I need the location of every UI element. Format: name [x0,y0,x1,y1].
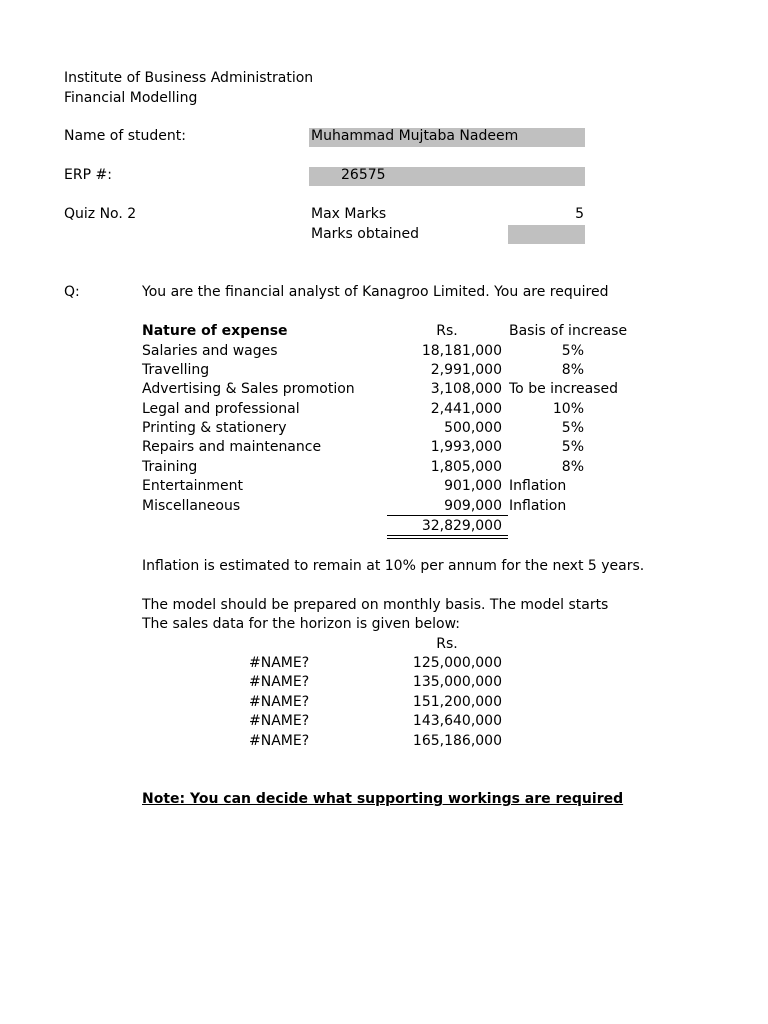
expense-amount: 2,441,000 [430,401,502,417]
name-label: Name of student: [64,128,186,144]
nature-header: Nature of expense [142,323,288,339]
question-text: You are the financial analyst of Kanagroo Limited. You are required [142,284,609,300]
expense-basis: 10% [552,401,584,417]
expense-amount: 3,108,000 [430,381,502,397]
expense-basis: 8% [561,362,584,378]
expense-total: 32,829,000 [421,518,502,534]
sales-label: #NAME? [249,694,310,710]
total-double-border-1 [387,535,508,536]
erp-value: 26575 [341,167,386,183]
sales-amount: 135,000,000 [412,674,502,690]
expense-name: Repairs and maintenance [142,439,322,455]
expense-basis: 5% [561,439,584,455]
expense-name: Miscellaneous [142,498,241,514]
expense-basis: 8% [561,459,584,475]
rs-header: Rs. [436,323,458,339]
marks-obtained-label: Marks obtained [311,226,420,242]
sales-amount: 165,186,000 [412,733,502,749]
expense-basis: 5% [561,343,584,359]
expense-basis: Inflation [509,478,567,494]
expense-amount: 2,991,000 [430,362,502,378]
erp-label: ERP #: [64,167,112,183]
sales-rs-header: Rs. [436,636,458,652]
expense-basis: 5% [561,420,584,436]
sales-amount: 151,200,000 [412,694,502,710]
expense-amount: 18,181,000 [421,343,502,359]
model-basis-note: The model should be prepared on monthly basis. The model starts [142,597,609,613]
expense-amount: 901,000 [444,478,502,494]
course-title: Financial Modelling [64,90,198,106]
name-value: Muhammad Mujtaba Nadeem [311,128,519,144]
expense-name: Advertising & Sales promotion [142,381,355,397]
expense-amount: 909,000 [444,498,502,514]
sales-amount: 143,640,000 [412,713,502,729]
marks-obtained-cell[interactable] [508,225,585,244]
question-label: Q: [64,284,80,300]
basis-header: Basis of increase [509,323,628,339]
sales-label: #NAME? [249,674,310,690]
institute-title: Institute of Business Administration [64,70,314,86]
max-marks-label: Max Marks [311,206,387,222]
footer-note: Note: You can decide what supporting workings are required [142,791,624,807]
max-marks-value: 5 [575,206,584,222]
sales-amount: 125,000,000 [412,655,502,671]
expense-name: Training [142,459,198,475]
expense-basis: To be increased [509,381,619,397]
inflation-note: Inflation is estimated to remain at 10% per annum for the next 5 years. [142,558,645,574]
sales-label: #NAME? [249,655,310,671]
sales-intro: The sales data for the horizon is given below: [142,616,461,632]
expense-name: Salaries and wages [142,343,278,359]
expense-name: Printing & stationery [142,420,287,436]
expense-basis: Inflation [509,498,567,514]
quiz-label: Quiz No. 2 [64,206,137,222]
sales-label: #NAME? [249,713,310,729]
sales-label: #NAME? [249,733,310,749]
expense-name: Entertainment [142,478,244,494]
total-top-border [387,515,508,516]
total-double-border-2 [387,538,508,539]
expense-name: Legal and professional [142,401,300,417]
expense-amount: 500,000 [444,420,502,436]
expense-amount: 1,805,000 [430,459,502,475]
expense-name: Travelling [142,362,210,378]
expense-amount: 1,993,000 [430,439,502,455]
